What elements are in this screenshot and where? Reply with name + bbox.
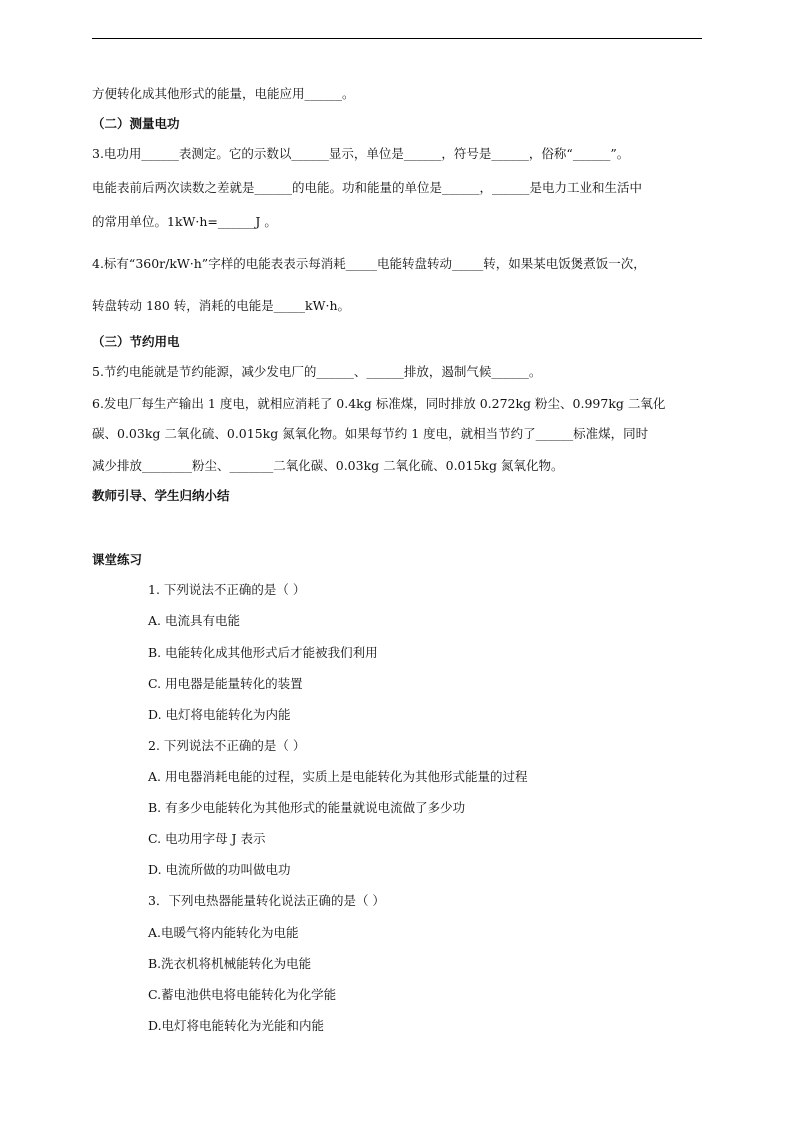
exercise-2-option-b: B. 有多少电能转化为其他形式的能量就说电流做了多少功 <box>148 800 466 815</box>
question-6-line-1: 6.发电厂每生产输出 1 度电，就相应消耗了 0.4kg 标准煤，同时排放 0.272kg 粉尘、0.997kg 二氧化 <box>92 396 666 411</box>
exercise-2-option-a: A. 用电器消耗电能的过程，实质上是电能转化为其他形式能量的过程 <box>148 769 528 784</box>
section-heading-practice: 课堂练习 <box>92 552 143 567</box>
exercise-1-option-c: C. 用电器是能量转化的装置 <box>148 676 303 691</box>
exercise-3-option-c: C.蓄电池供电将电能转化为化学能 <box>148 987 337 1002</box>
section-heading-measure: （二）测量电功 <box>92 116 180 131</box>
question-3-line-1: 3.电功用______表测定。它的示数以______显示，单位是______，符号是______，俗称“______”。 <box>92 146 630 161</box>
question-6-line-2: 碳、0.03kg 二氧化硫、0.015kg 氮氧化物。如果每节约 1 度电，就相当节约了______标准煤，同时 <box>92 426 649 441</box>
text-line-energy-use: 方便转化成其他形式的能量，电能应用______。 <box>92 86 355 101</box>
header-rule <box>92 38 702 39</box>
exercise-3-option-d: D.电灯将电能转化为光能和内能 <box>148 1018 325 1033</box>
question-6-line-3: 减少排放________粉尘、_______二氧化碳、0.03kg 二氧化硫、0.015kg 氮氧化物。 <box>92 458 564 473</box>
section-heading-summary: 教师引导、学生归纳小结 <box>92 488 230 503</box>
exercise-1-option-d: D. 电灯将电能转化为内能 <box>148 707 291 722</box>
question-3-line-3: 的常用单位。1kW·h=______J 。 <box>92 214 277 229</box>
question-3-line-2: 电能表前后两次读数之差就是______的电能。功和能量的单位是______，______是电力工业和生活中 <box>92 180 643 195</box>
exercise-2-option-c: C. 电功用字母 J 表示 <box>148 831 266 846</box>
exercise-3-option-a: A.电暖气将内能转化为电能 <box>148 925 299 940</box>
exercise-1-stem: 1. 下列说法不正确的是（ ） <box>148 582 306 597</box>
question-4-line-1: 4.标有“360r/kW·h”字样的电能表表示每消耗_____电能转盘转动_____转，如果某电饭煲煮饭一次， <box>92 256 646 271</box>
exercise-2-stem: 2. 下列说法不正确的是（ ） <box>148 738 306 753</box>
exercise-3-stem: 3．下列电热器能量转化说法正确的是（ ） <box>148 893 385 908</box>
section-heading-save: （三）节约用电 <box>92 334 180 349</box>
exercise-2-option-d: D. 电流所做的功叫做电功 <box>148 862 291 877</box>
question-4-line-2: 转盘转动 180 转，消耗的电能是_____kW·h。 <box>92 298 351 313</box>
exercise-1-option-b: B. 电能转化成其他形式后才能被我们利用 <box>148 645 378 660</box>
question-5: 5.节约电能就是节约能源，减少发电厂的______、______排放，遏制气候______。 <box>92 364 542 379</box>
exercise-1-option-a: A. 电流具有电能 <box>148 613 240 628</box>
exercise-3-option-b: B.洗衣机将机械能转化为电能 <box>148 956 312 971</box>
